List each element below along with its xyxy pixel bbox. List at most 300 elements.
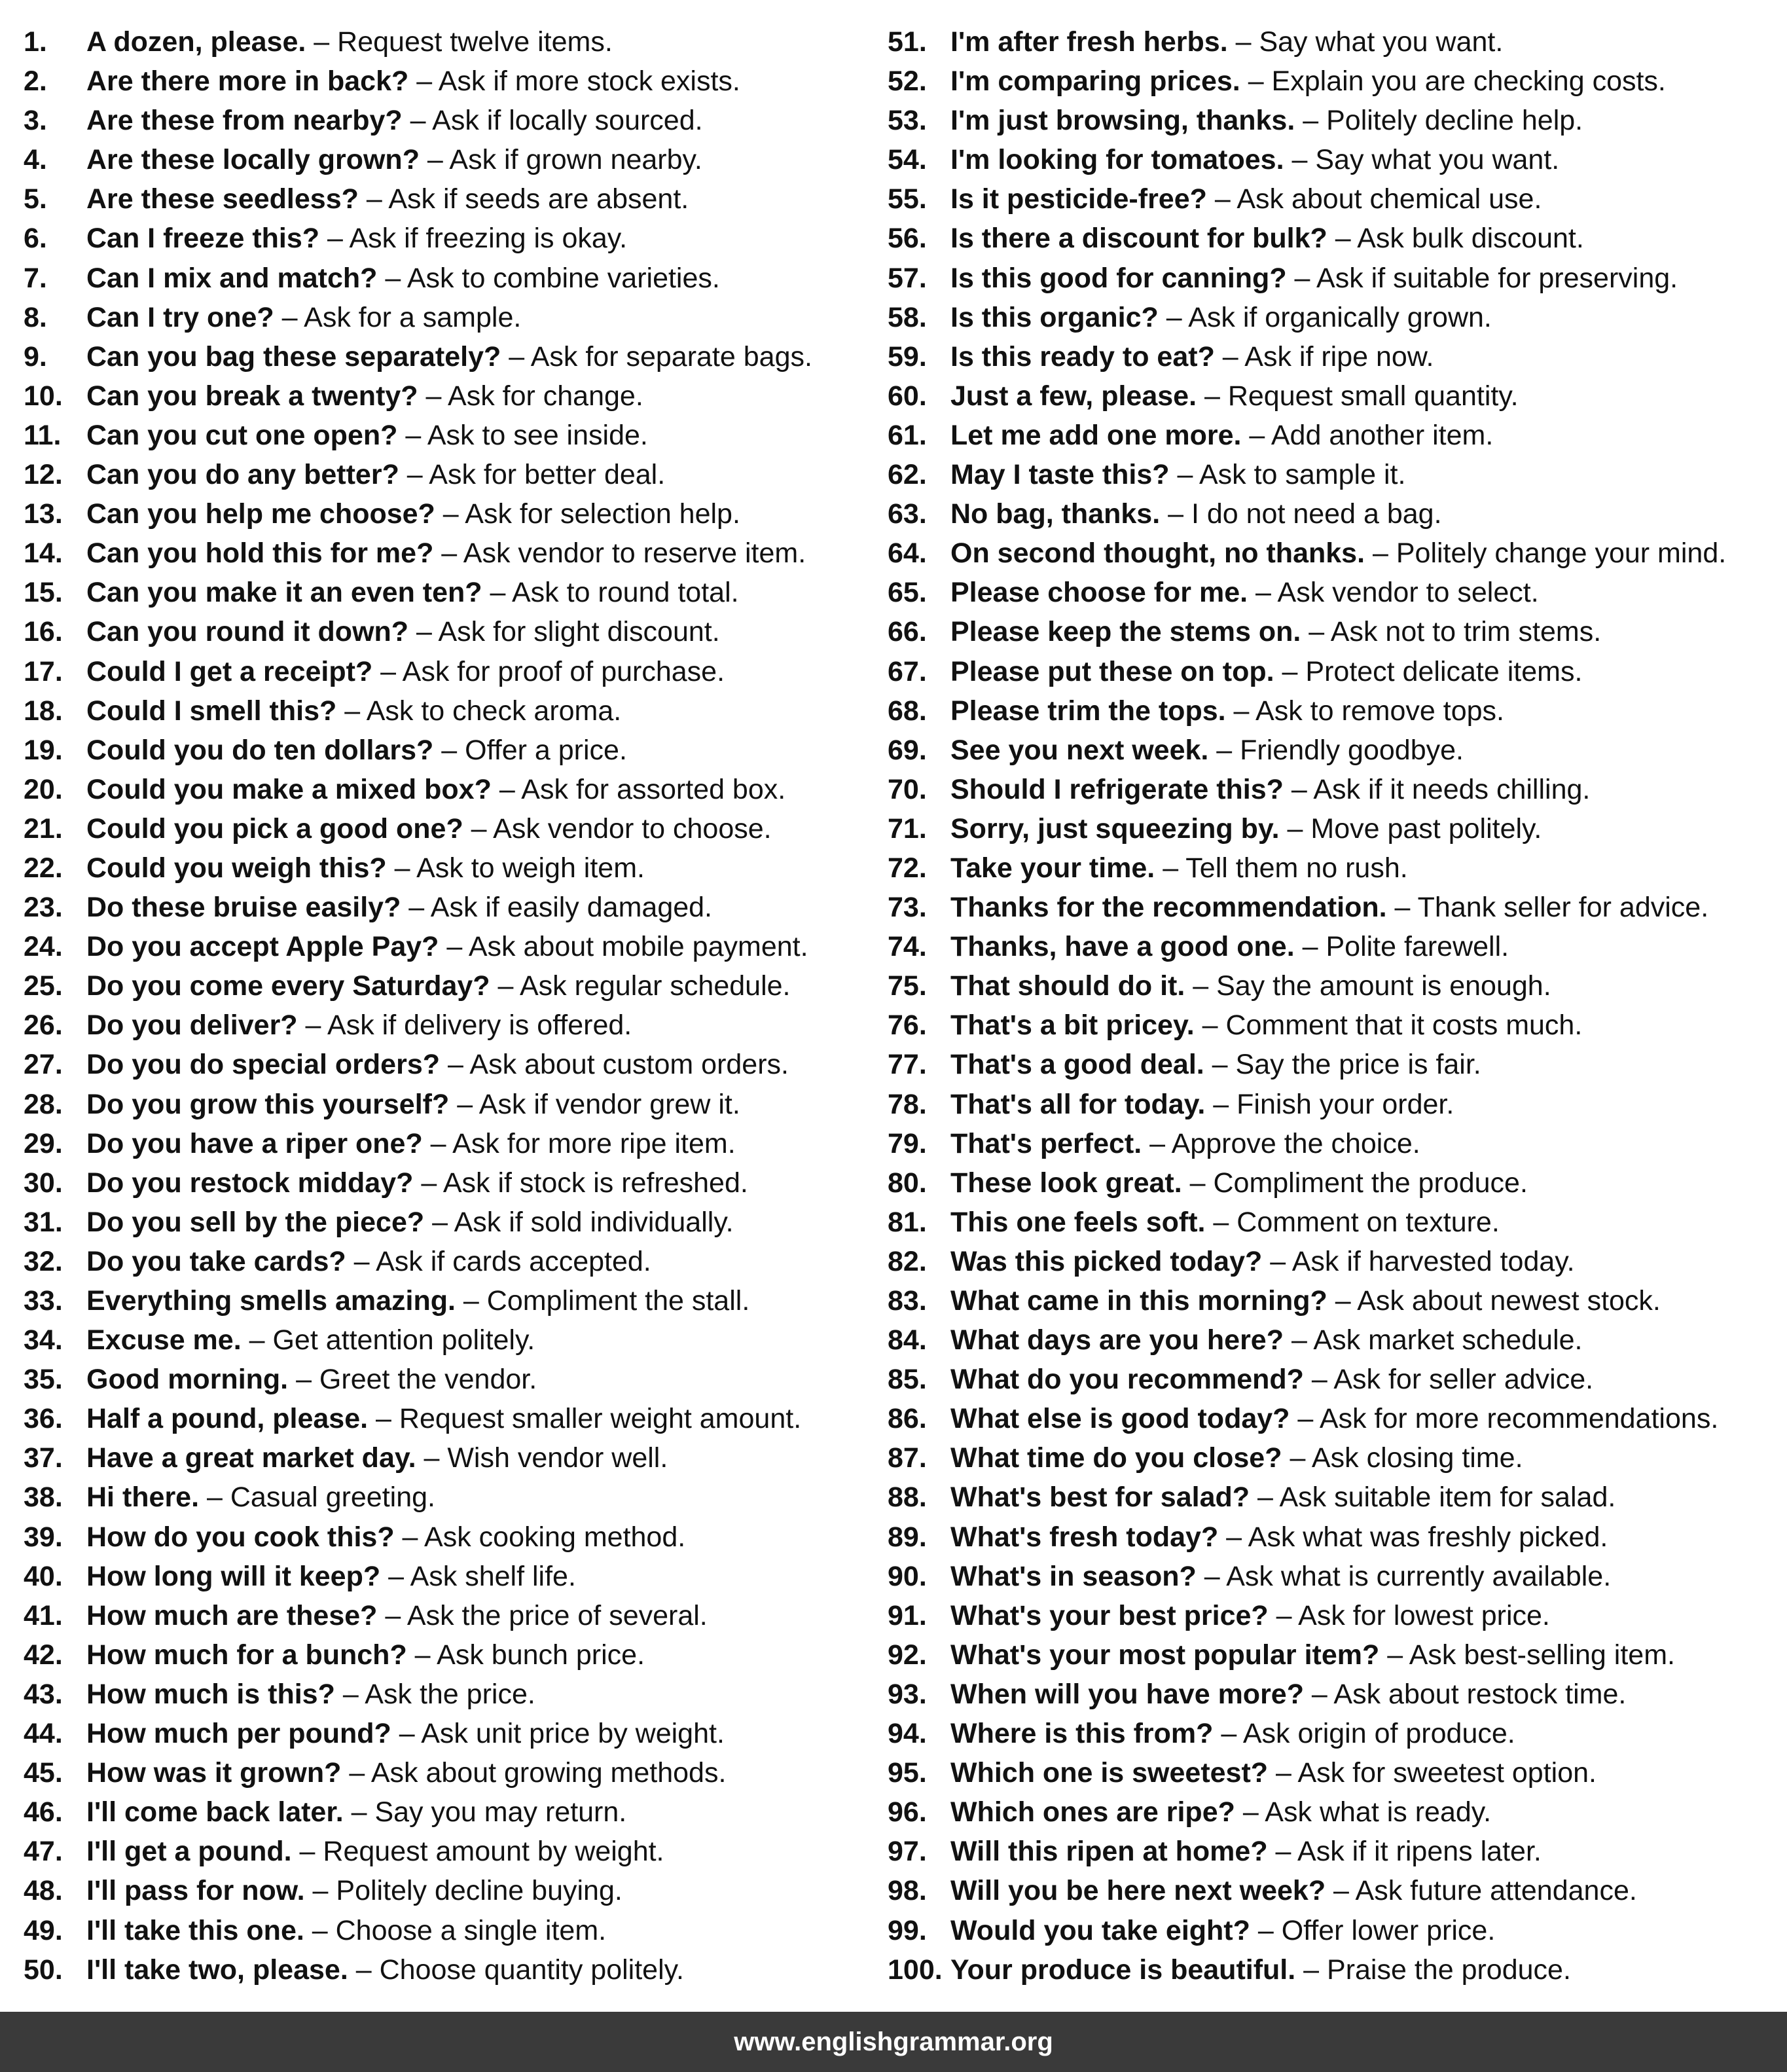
list-item (888, 1163, 1778, 1203)
item-number: 19. (24, 734, 63, 766)
item-phrase: Half a pound, please. (86, 1403, 369, 1435)
item-number: 13. (24, 498, 63, 530)
item-description: – Ask origin of produce. (1213, 1718, 1515, 1750)
item-description: – Ask cooking method. (394, 1521, 686, 1553)
list-item (888, 1675, 1778, 1714)
item-phrase: Do you deliver? (86, 1009, 298, 1042)
list-item (24, 22, 868, 62)
list-item (24, 1911, 868, 1950)
item-phrase: This one feels soft. (950, 1206, 1206, 1238)
item-description: – Ask what was freshly picked. (1218, 1521, 1608, 1553)
item-description: – Say you may return. (343, 1796, 627, 1828)
item-phrase: What came in this morning? (950, 1285, 1327, 1317)
item-description: – Choose quantity politely. (348, 1954, 684, 1986)
item-number: 49. (24, 1914, 63, 1946)
list-item (888, 1714, 1778, 1753)
list-item (888, 691, 1778, 731)
item-description: – Add another item. (1241, 419, 1494, 451)
item-phrase: Do you have a riper one? (86, 1127, 423, 1159)
item-phrase: Are there more in back? (86, 65, 409, 98)
item-description: – Ask vendor to choose. (463, 812, 772, 845)
item-number: 6. (24, 223, 47, 255)
item-phrase: How was it grown? (86, 1757, 342, 1789)
item-phrase: Can you hold this for me? (86, 537, 434, 570)
item-phrase: Have a great market day. (86, 1442, 416, 1474)
item-description: – Say what you want. (1227, 26, 1504, 58)
list-item (888, 966, 1778, 1006)
item-phrase: How much are these? (86, 1599, 378, 1631)
item-number: 42. (24, 1639, 63, 1671)
item-description: – Ask best-selling item. (1379, 1639, 1675, 1671)
list-item (888, 416, 1778, 455)
item-description: – Ask for sweetest option. (1268, 1757, 1597, 1789)
item-phrase: Please put these on top. (950, 655, 1274, 687)
item-description: – Ask what is ready. (1235, 1796, 1492, 1828)
list-item (24, 1242, 868, 1281)
item-number: 25. (24, 970, 63, 1002)
item-description: – Say the price is fair. (1204, 1049, 1481, 1081)
list-item (888, 1557, 1778, 1596)
item-number: 56. (888, 223, 927, 255)
list-item (24, 219, 868, 258)
item-number: 72. (888, 852, 927, 884)
item-phrase: Could you weigh this? (86, 852, 387, 884)
item-description: – Politely decline help. (1295, 105, 1583, 137)
item-phrase: That's perfect. (950, 1127, 1142, 1159)
item-number: 91. (888, 1599, 927, 1631)
item-phrase: Can I try one? (86, 301, 274, 333)
item-number: 22. (24, 852, 63, 884)
item-number: 99. (888, 1914, 927, 1946)
item-phrase: That's all for today. (950, 1088, 1206, 1120)
list-item (888, 1242, 1778, 1281)
item-description: – Ask to weigh item. (386, 852, 645, 884)
item-description: – Ask about chemical use. (1206, 183, 1542, 215)
item-number: 9. (24, 340, 47, 373)
item-phrase: That's a bit pricey. (950, 1009, 1195, 1042)
item-number: 8. (24, 301, 47, 333)
list-item (24, 1203, 868, 1242)
list-item (888, 1596, 1778, 1635)
list-item (24, 691, 868, 731)
item-number: 17. (24, 655, 63, 687)
list-item (24, 1871, 868, 1910)
list-item (888, 1006, 1778, 1045)
item-description: – Request twelve items. (306, 26, 613, 58)
item-description: – Ask if ripe now. (1214, 340, 1434, 373)
item-description: – Greet the vendor. (288, 1364, 537, 1396)
item-description: – Request small quantity. (1197, 380, 1519, 412)
item-phrase: Could you pick a good one? (86, 812, 463, 845)
item-description: – Ask what is currently available. (1196, 1560, 1612, 1592)
list-item (24, 1006, 868, 1045)
item-phrase: Where is this from? (950, 1718, 1214, 1750)
list-item (24, 1714, 868, 1753)
list-item (24, 1832, 868, 1871)
list-item (888, 1203, 1778, 1242)
list-item (888, 770, 1778, 809)
item-number: 39. (24, 1521, 63, 1553)
item-description: – Approve the choice. (1142, 1127, 1420, 1159)
item-description: – Request amount by weight. (291, 1836, 664, 1868)
item-phrase: Thanks, have a good one. (950, 931, 1295, 963)
item-description: – Finish your order. (1205, 1088, 1454, 1120)
item-description: – Ask for more ripe item. (422, 1127, 736, 1159)
item-description: – Politely change your mind. (1365, 537, 1727, 570)
item-phrase: Are these seedless? (86, 183, 359, 215)
item-phrase: These look great. (950, 1167, 1182, 1199)
item-description: – Say the amount is enough. (1185, 970, 1551, 1002)
item-number: 41. (24, 1599, 63, 1631)
item-description: – Ask for a sample. (274, 301, 522, 333)
item-phrase: Could I get a receipt? (86, 655, 373, 687)
list-item (888, 1045, 1778, 1084)
item-description: – Ask for slight discount. (408, 616, 720, 648)
list-item (24, 573, 868, 612)
item-description: – Ask vendor to reserve item. (433, 537, 806, 570)
item-description: – Ask to see inside. (397, 419, 648, 451)
item-description: – Ask if easily damaged. (401, 892, 713, 924)
list-item (888, 1281, 1778, 1320)
item-description: – Ask if it needs chilling. (1283, 773, 1591, 805)
item-description: – Ask if more stock exists. (408, 65, 740, 98)
item-phrase: How much for a bunch? (86, 1639, 407, 1671)
list-item (24, 1518, 868, 1557)
item-description: – Ask for separate bags. (501, 340, 812, 373)
item-phrase: Can you help me choose? (86, 498, 435, 530)
item-phrase: Are these from nearby? (86, 105, 403, 137)
list-item (24, 1438, 868, 1478)
item-number: 67. (888, 655, 927, 687)
item-number: 15. (24, 577, 63, 609)
item-number: 11. (24, 419, 62, 451)
item-phrase: What's best for salad? (950, 1481, 1250, 1514)
item-phrase: Will you be here next week? (950, 1875, 1326, 1907)
item-number: 45. (24, 1757, 63, 1789)
item-phrase: I'll come back later. (86, 1796, 344, 1828)
item-description: – Ask for more recommendations. (1290, 1403, 1719, 1435)
item-number: 85. (888, 1364, 927, 1396)
item-phrase: When will you have more? (950, 1678, 1304, 1710)
list-item (24, 259, 868, 298)
item-description: – Ask if seeds are absent. (358, 183, 689, 215)
item-number: 65. (888, 577, 927, 609)
list-item (24, 612, 868, 651)
item-number: 34. (24, 1324, 63, 1356)
item-description: – Protect delicate items. (1274, 655, 1583, 687)
list-item (24, 1399, 868, 1438)
list-item (24, 966, 868, 1006)
item-description: – Ask if delivery is offered. (297, 1009, 632, 1042)
item-number: 37. (24, 1442, 63, 1474)
item-number: 43. (24, 1678, 63, 1710)
item-number: 1. (24, 26, 47, 58)
item-phrase: Can you do any better? (86, 459, 399, 491)
item-phrase: Is this good for canning? (950, 262, 1287, 294)
item-description: – I do not need a bag. (1160, 498, 1442, 530)
item-phrase: Your produce is beautiful. (950, 1954, 1296, 1986)
item-phrase: That should do it. (950, 970, 1185, 1002)
item-number: 32. (24, 1245, 63, 1277)
item-number: 55. (888, 183, 927, 215)
item-number: 12. (24, 459, 63, 491)
item-description: – Ask if locally sourced. (402, 105, 703, 137)
item-phrase: I'll pass for now. (86, 1875, 305, 1907)
item-description: – Ask not to trim stems. (1301, 616, 1602, 648)
item-description: – Ask about growing methods. (341, 1757, 727, 1789)
item-number: 75. (888, 970, 927, 1002)
item-description: – Compliment the produce. (1182, 1167, 1528, 1199)
list-item (24, 1557, 868, 1596)
item-phrase: Is it pesticide-free? (950, 183, 1207, 215)
list-item (888, 652, 1778, 691)
item-phrase: Just a few, please. (950, 380, 1197, 412)
item-number: 33. (24, 1285, 63, 1317)
item-number: 83. (888, 1285, 927, 1317)
item-description: – Ask if suitable for preserving. (1286, 262, 1678, 294)
list-item (24, 1163, 868, 1203)
item-description: – Ask market schedule. (1284, 1324, 1583, 1356)
item-phrase: I'm after fresh herbs. (950, 26, 1228, 58)
item-phrase: Please keep the stems on. (950, 616, 1301, 648)
item-description: – Ask for selection help. (435, 498, 740, 530)
list-item (24, 1635, 868, 1675)
list-item (888, 1792, 1778, 1832)
item-description: – Ask if freezing is okay. (319, 223, 628, 255)
footer-url[interactable]: www.englishgrammar.org (734, 2027, 1053, 2056)
list-item (888, 259, 1778, 298)
item-number: 74. (888, 931, 927, 963)
item-number: 3. (24, 105, 47, 137)
item-phrase: What time do you close? (950, 1442, 1282, 1474)
list-item (888, 298, 1778, 337)
item-number: 73. (888, 892, 927, 924)
list-item (888, 1360, 1778, 1399)
list-item (24, 1950, 868, 1990)
item-description: – Ask the price. (334, 1678, 535, 1710)
list-item (24, 1320, 868, 1360)
item-description: – Offer lower price. (1250, 1914, 1496, 1946)
list-item (888, 337, 1778, 376)
item-description: – Ask to check aroma. (336, 695, 622, 727)
item-phrase: Is this organic? (950, 301, 1159, 333)
item-number: 46. (24, 1796, 63, 1828)
list-item (24, 298, 868, 337)
list-item (888, 179, 1778, 219)
list-item (888, 1518, 1778, 1557)
item-number: 54. (888, 144, 927, 176)
item-description: – Polite farewell. (1294, 931, 1509, 963)
list-item (24, 888, 868, 927)
item-phrase: Do you do special orders? (86, 1049, 440, 1081)
item-phrase: What's fresh today? (950, 1521, 1219, 1553)
list-item (888, 1124, 1778, 1163)
list-item (24, 337, 868, 376)
list-item (888, 888, 1778, 927)
list-item (888, 1438, 1778, 1478)
item-description: – Ask the price of several. (377, 1599, 708, 1631)
list-item (888, 219, 1778, 258)
item-phrase: See you next week. (950, 734, 1209, 766)
list-item (888, 455, 1778, 494)
item-phrase: Are these locally grown? (86, 144, 420, 176)
item-description: – Ask for change. (418, 380, 643, 412)
list-item (888, 1478, 1778, 1517)
item-description: – Tell them no rush. (1155, 852, 1408, 884)
item-phrase: A dozen, please. (86, 26, 306, 58)
item-description: – Ask to round total. (482, 577, 739, 609)
item-phrase: Will this ripen at home? (950, 1836, 1268, 1868)
item-number: 90. (888, 1560, 927, 1592)
list-item (24, 1596, 868, 1635)
item-phrase: Which ones are ripe? (950, 1796, 1235, 1828)
list-item (24, 1124, 868, 1163)
item-description: – Move past politely. (1279, 812, 1542, 845)
item-number: 58. (888, 301, 927, 333)
item-description: – Ask for seller advice. (1303, 1364, 1594, 1396)
item-number: 48. (24, 1875, 63, 1907)
item-description: – Ask for assorted box. (491, 773, 786, 805)
item-phrase: That's a good deal. (950, 1049, 1204, 1081)
item-number: 77. (888, 1049, 927, 1081)
item-description: – Wish vendor well. (416, 1442, 668, 1474)
item-phrase: What's in season? (950, 1560, 1197, 1592)
item-description: – Say what you want. (1284, 144, 1560, 176)
item-number: 30. (24, 1167, 63, 1199)
item-phrase: Could you do ten dollars? (86, 734, 434, 766)
item-description: – Ask if organically grown. (1158, 301, 1492, 333)
item-number: 4. (24, 144, 47, 176)
item-phrase: Hi there. (86, 1481, 200, 1514)
item-description: – Ask about custom orders. (440, 1049, 789, 1081)
list-item (888, 1399, 1778, 1438)
item-phrase: Do you accept Apple Pay? (86, 931, 439, 963)
item-description: – Ask bulk discount. (1327, 223, 1584, 255)
list-item (24, 376, 868, 416)
item-description: – Ask if cards accepted. (346, 1245, 651, 1277)
list-item (888, 534, 1778, 573)
item-description: – Choose a single item. (304, 1914, 607, 1946)
list-item (888, 1911, 1778, 1950)
item-description: – Ask if harvested today. (1262, 1245, 1575, 1277)
item-phrase: Everything smells amazing. (86, 1285, 456, 1317)
item-description: – Ask if it ripens later. (1267, 1836, 1542, 1868)
item-number: 92. (888, 1639, 927, 1671)
item-number: 7. (24, 262, 47, 294)
item-number: 36. (24, 1403, 63, 1435)
list-item (24, 62, 868, 101)
item-number: 60. (888, 380, 927, 412)
list-item (888, 22, 1778, 62)
list-item (24, 455, 868, 494)
list-item (888, 1832, 1778, 1871)
item-phrase: How do you cook this? (86, 1521, 395, 1553)
item-description: – Offer a price. (433, 734, 627, 766)
phrase-list (0, 22, 1787, 1985)
item-phrase: On second thought, no thanks. (950, 537, 1365, 570)
item-description: – Thank seller for advice. (1386, 892, 1709, 924)
item-number: 80. (888, 1167, 927, 1199)
list-item (24, 101, 868, 140)
item-phrase: Sorry, just squeezing by. (950, 812, 1280, 845)
item-phrase: Can you make it an even ten? (86, 577, 482, 609)
list-item (888, 573, 1778, 612)
item-phrase: Do you come every Saturday? (86, 970, 490, 1002)
item-number: 69. (888, 734, 927, 766)
item-description: – Ask if grown nearby. (419, 144, 702, 176)
list-item (888, 612, 1778, 651)
item-number: 97. (888, 1836, 927, 1868)
item-number: 27. (24, 1049, 63, 1081)
item-description: – Ask bunch price. (406, 1639, 645, 1671)
item-number: 84. (888, 1324, 927, 1356)
list-item (888, 1085, 1778, 1124)
item-number: 64. (888, 537, 927, 570)
item-phrase: Do you grow this yourself? (86, 1088, 450, 1120)
item-phrase: Is this ready to eat? (950, 340, 1215, 373)
list-item (888, 494, 1778, 534)
list-item (24, 1675, 868, 1714)
item-phrase: I'm looking for tomatoes. (950, 144, 1284, 176)
item-number: 2. (24, 65, 47, 98)
item-number: 20. (24, 773, 63, 805)
item-phrase: Would you take eight? (950, 1914, 1250, 1946)
item-phrase: Can you cut one open? (86, 419, 398, 451)
item-number: 82. (888, 1245, 927, 1277)
item-description: – Get attention politely. (241, 1324, 535, 1356)
phrase-column-left (24, 22, 868, 1990)
item-number: 62. (888, 459, 927, 491)
item-number: 24. (24, 931, 63, 963)
item-number: 21. (24, 812, 63, 845)
item-number: 79. (888, 1127, 927, 1159)
item-description: – Ask unit price by weight. (391, 1718, 725, 1750)
item-phrase: What do you recommend? (950, 1364, 1304, 1396)
list-item (24, 140, 868, 179)
item-description: – Comment on texture. (1205, 1206, 1500, 1238)
item-number: 28. (24, 1088, 63, 1120)
item-number: 53. (888, 105, 927, 137)
item-number: 44. (24, 1718, 63, 1750)
list-item (888, 140, 1778, 179)
item-number: 89. (888, 1521, 927, 1553)
item-number: 93. (888, 1678, 927, 1710)
list-item (24, 416, 868, 455)
item-number: 35. (24, 1364, 63, 1396)
list-item (24, 1045, 868, 1084)
item-number: 10. (24, 380, 63, 412)
item-phrase: Can you round it down? (86, 616, 409, 648)
list-item (888, 1320, 1778, 1360)
item-phrase: Do you take cards? (86, 1245, 346, 1277)
list-item (24, 927, 868, 966)
item-phrase: Do these bruise easily? (86, 892, 401, 924)
item-description: – Ask about newest stock. (1327, 1285, 1661, 1317)
item-number: 63. (888, 498, 927, 530)
item-description: – Ask future attendance. (1326, 1875, 1637, 1907)
phrase-column-right (888, 22, 1778, 1990)
list-item (888, 809, 1778, 848)
item-phrase: I'll get a pound. (86, 1836, 292, 1868)
item-number: 50. (24, 1954, 63, 1986)
item-description: – Ask to remove tops. (1225, 695, 1505, 727)
item-description: – Explain you are checking costs. (1240, 65, 1666, 98)
item-phrase: What else is good today? (950, 1403, 1290, 1435)
list-item (24, 1085, 868, 1124)
list-item (888, 927, 1778, 966)
list-item (888, 376, 1778, 416)
item-phrase: Please choose for me. (950, 577, 1248, 609)
